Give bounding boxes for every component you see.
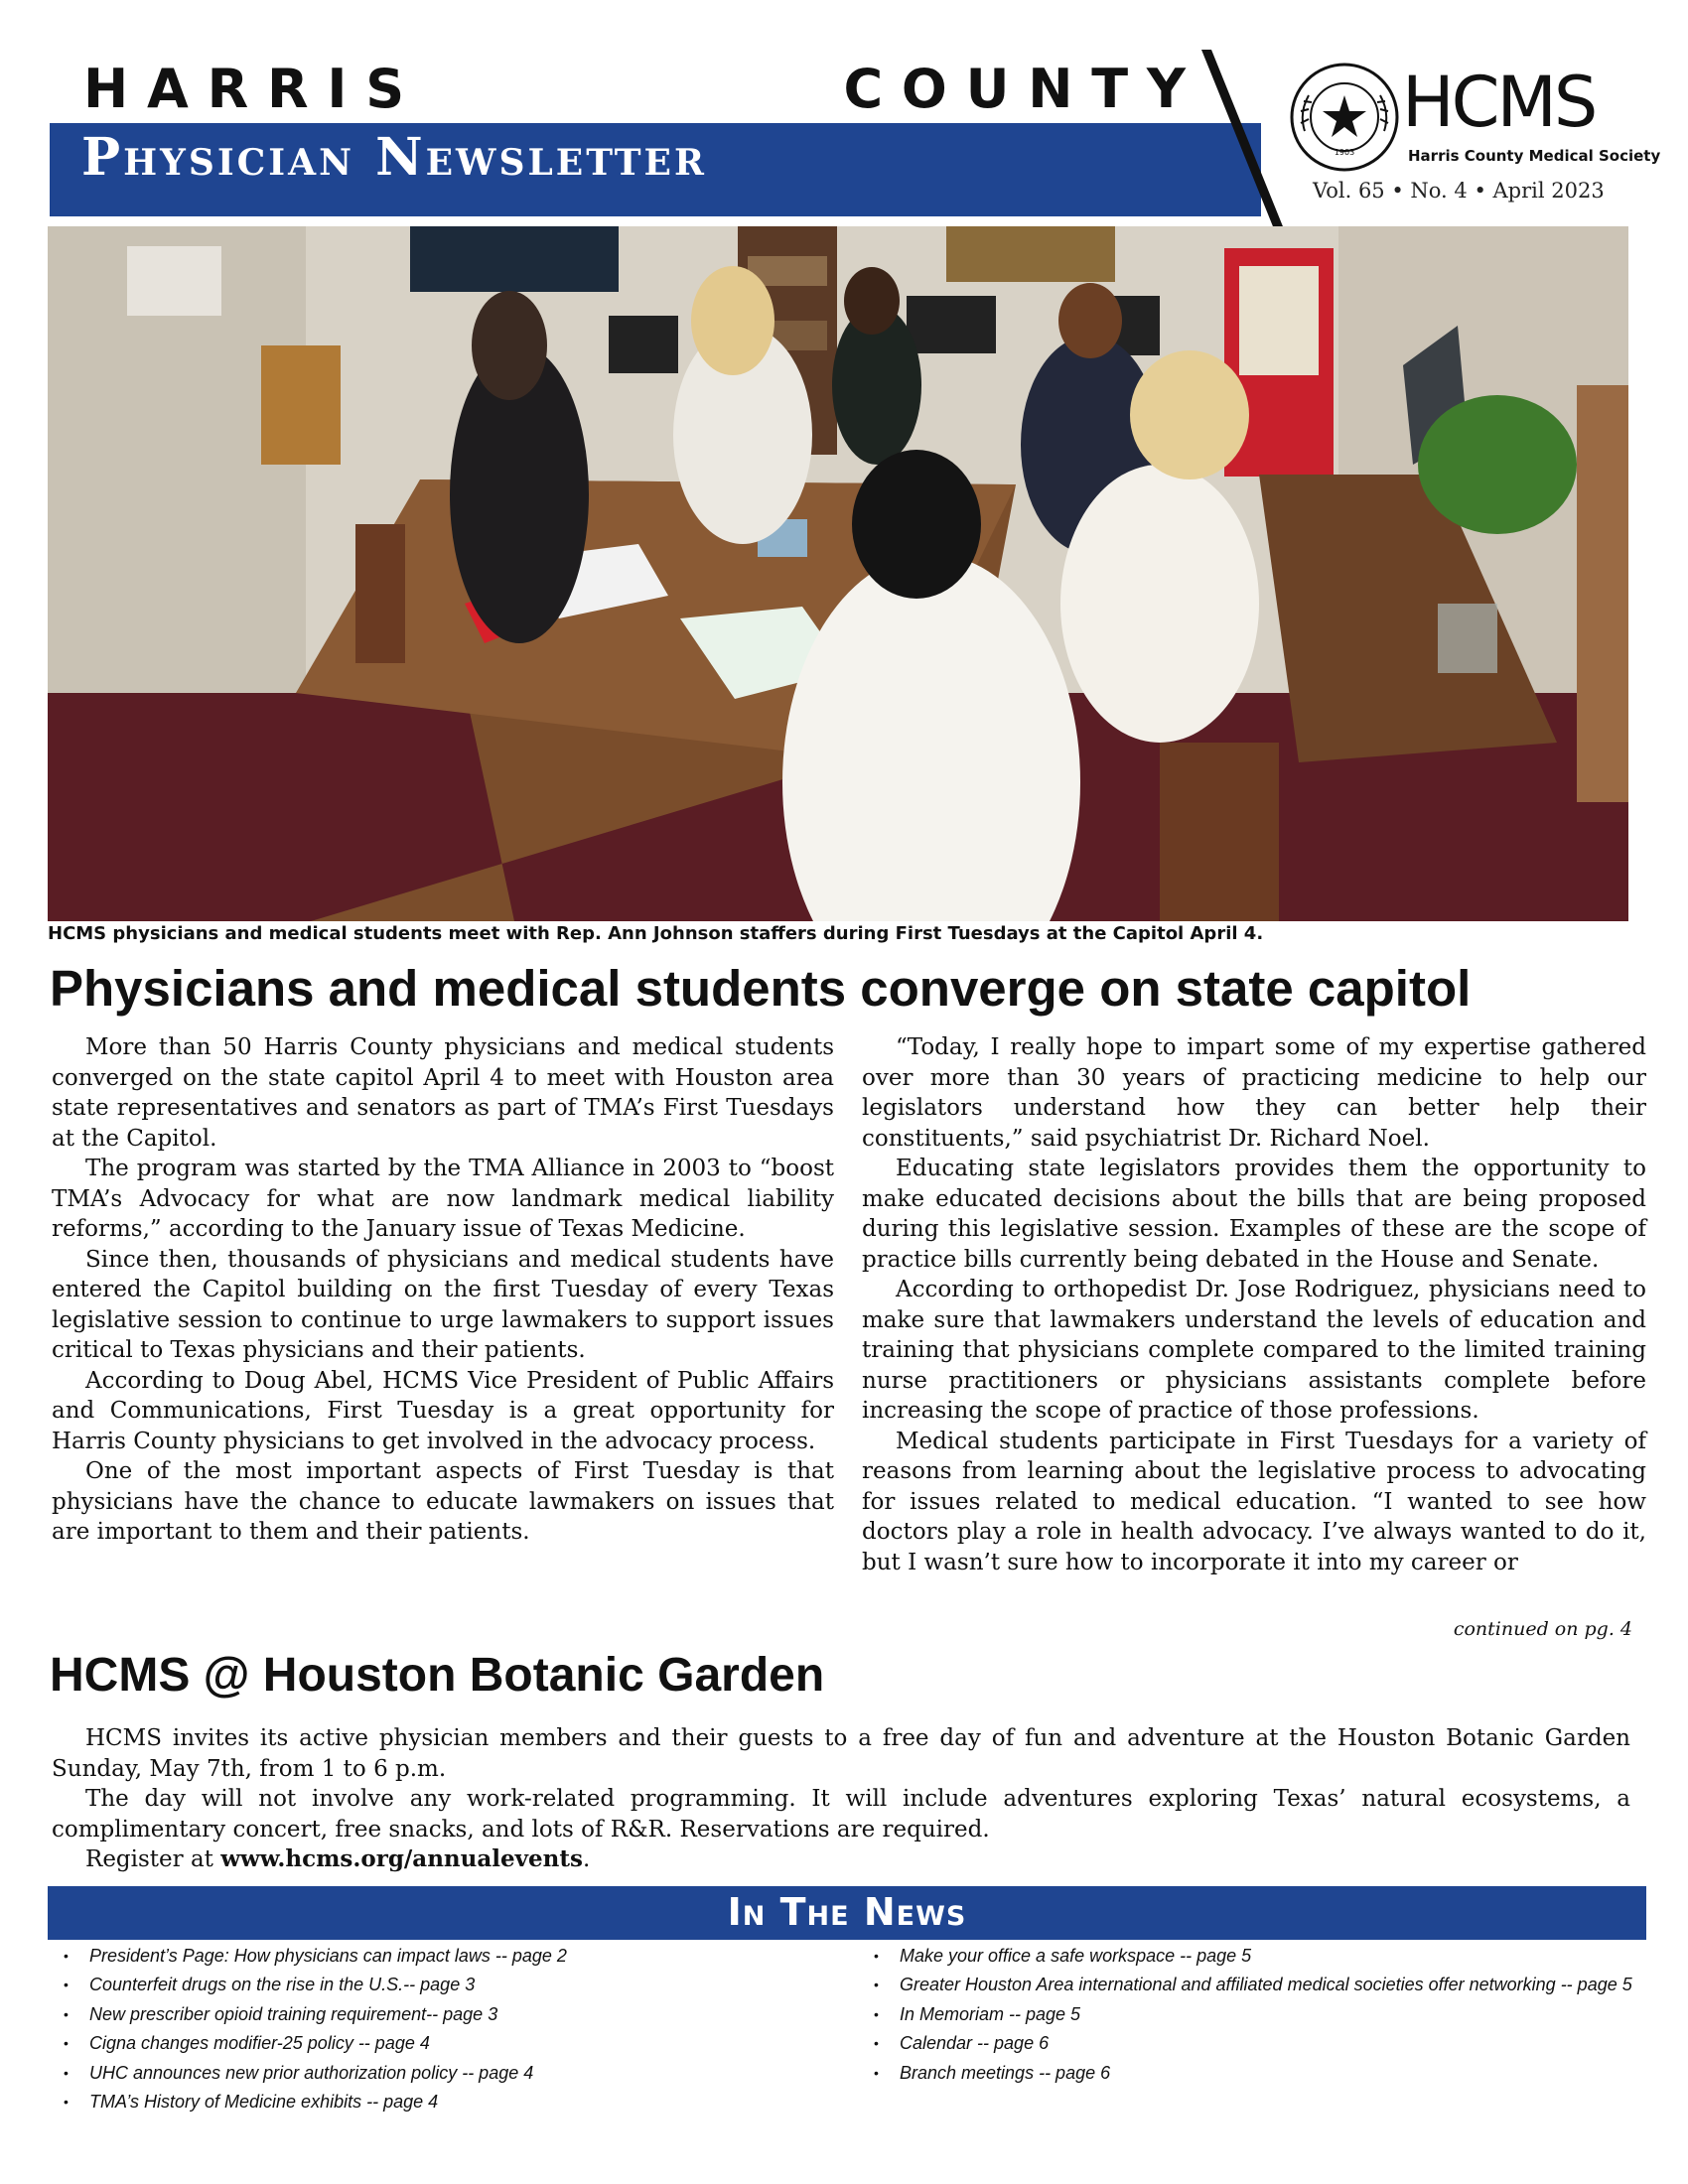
news-item[interactable]: • President’s Page: How physicians can impact laws -- page 2 [52, 1942, 567, 1971]
news-item[interactable]: • New prescriber opioid training requirement-- page 3 [52, 2000, 567, 2029]
paragraph: According to Doug Abel, HCMS Vice President of Public Affairs and Communications, First Tuesday is a great opportunity for Harris County physicians to get involved in the advocacy process. [52, 1367, 834, 1454]
masthead-kicker [83, 58, 1186, 120]
svg-text:1903: 1903 [1334, 148, 1355, 157]
paragraph: According to orthopedist Dr. Jose Rodriguez, physicians need to make sure that lawmakers understand the levels of education and training that physicians complete compared to the limited training nurse practitioners or physicians assistants complete before increasing the scope of practice of those professions. [862, 1277, 1646, 1424]
news-list-left [52, 1942, 567, 2116]
continued-link[interactable]: continued on pg. 4 [1453, 1618, 1632, 1640]
kicker-county: C O U N T Y [843, 58, 1186, 120]
paragraph: HCMS invites its active physician members and their guests to a free day of fun and adventure at the Houston Botanic Garden Sunday, May 7th, from 1 to 6 p.m. [52, 1725, 1630, 1782]
photo-caption: HCMS physicians and medical students meet with Rep. Ann Johnson staffers during First Tuesdays at the Capitol April 4. [48, 923, 1264, 944]
news-item[interactable]: • In Memoriam -- page 5 [862, 2000, 1632, 2029]
news-list-right [862, 1942, 1632, 2088]
register-line [52, 1844, 1630, 1875]
paragraph: The day will not involve any work-related programming. It will include adventures exploring Texas’ natural ecosystems, a complimentary concert, free snacks, and lots of R&R. Reservations are required. [52, 1786, 1630, 1843]
news-item[interactable]: • Calendar -- page 6 [862, 2029, 1632, 2058]
paragraph: Medical students participate in First Tuesdays for a variety of reasons from learning about the legislative process to advocating for issues related to medical education. “I wanted to see how doctors play a role in health advocacy. I’ve always wanted to do it, but I wasn’t sure how to incorporate it into my career or [862, 1428, 1646, 1575]
news-item[interactable]: • Greater Houston Area international and affiliated medical societies offer networking -- page 5 [862, 1971, 1632, 1999]
news-item[interactable]: • Make your office a safe workspace -- page 5 [862, 1942, 1632, 1971]
article-column-right [862, 1032, 1646, 1577]
garden-article [52, 1723, 1630, 1875]
paragraph: The program was started by the TMA Alliance in 2003 to “boost TMA’s Advocacy for what are now landmark medical liability reforms,” according to the January issue of Texas Medicine. [52, 1156, 834, 1242]
meeting-photo-icon [48, 226, 1628, 921]
hcms-logo: HCMS [1402, 62, 1596, 143]
hcms-seal-icon [1289, 62, 1400, 173]
news-item[interactable]: • Counterfeit drugs on the rise in the U.S.-- page 3 [52, 1971, 567, 1999]
meeting-photo [48, 226, 1628, 921]
newsletter-title: Physician Newsletter [81, 127, 707, 188]
kicker-harris: H A R R I S [83, 58, 405, 120]
news-item[interactable]: • Cigna changes modifier-25 policy -- page 4 [52, 2029, 567, 2058]
register-url-link[interactable]: www.hcms.org/annualevents [220, 1845, 583, 1872]
in-the-news-title: In The News [727, 1890, 967, 1934]
register-period: . [582, 1846, 591, 1872]
news-item[interactable]: • UHC announces new prior authorization policy -- page 4 [52, 2059, 567, 2088]
paragraph: More than 50 Harris County physicians and medical students converged on the state capitol April 4 to meet with Houston area state representatives and senators as part of TMA’s First Tuesdays at the Capitol. [52, 1034, 834, 1152]
news-item[interactable]: • TMA’s History of Medicine exhibits -- page 4 [52, 2088, 567, 2116]
issue-volume: Vol. 65 • No. 4 • April 2023 [1313, 179, 1605, 203]
article-column-left [52, 1032, 834, 1548]
register-label: Register at [85, 1846, 213, 1872]
article-headline: Physicians and medical students converge on state capitol [50, 960, 1472, 1017]
news-item[interactable]: • Branch meetings -- page 6 [862, 2059, 1632, 2088]
paragraph: Since then, thousands of physicians and medical students have entered the Capitol building on the first Tuesday of every Texas legislative session to continue to urge lawmakers to support issues critical to Texas physicians and their patients. [52, 1246, 834, 1363]
garden-headline: HCMS @ Houston Botanic Garden [50, 1649, 825, 1702]
in-the-news-bar [48, 1886, 1646, 1940]
hcms-full-name: Harris County Medical Society [1408, 147, 1661, 165]
paragraph: Educating state legislators provides them the opportunity to make educated decisions about the bills that are being proposed during this legislative session. Examples of these are the scope of practice bills currently being debated in the House and Senate. [862, 1156, 1646, 1273]
paragraph: One of the most important aspects of First Tuesday is that physicians have the chance to educate lawmakers on issues that are important to them and their patients. [52, 1458, 834, 1545]
paragraph: “Today, I really hope to impart some of my expertise gathered over more than 30 years of practicing medicine to help our legislators understand how they can better help their constituents,” said psychiatrist Dr. Richard Noel. [862, 1034, 1646, 1152]
